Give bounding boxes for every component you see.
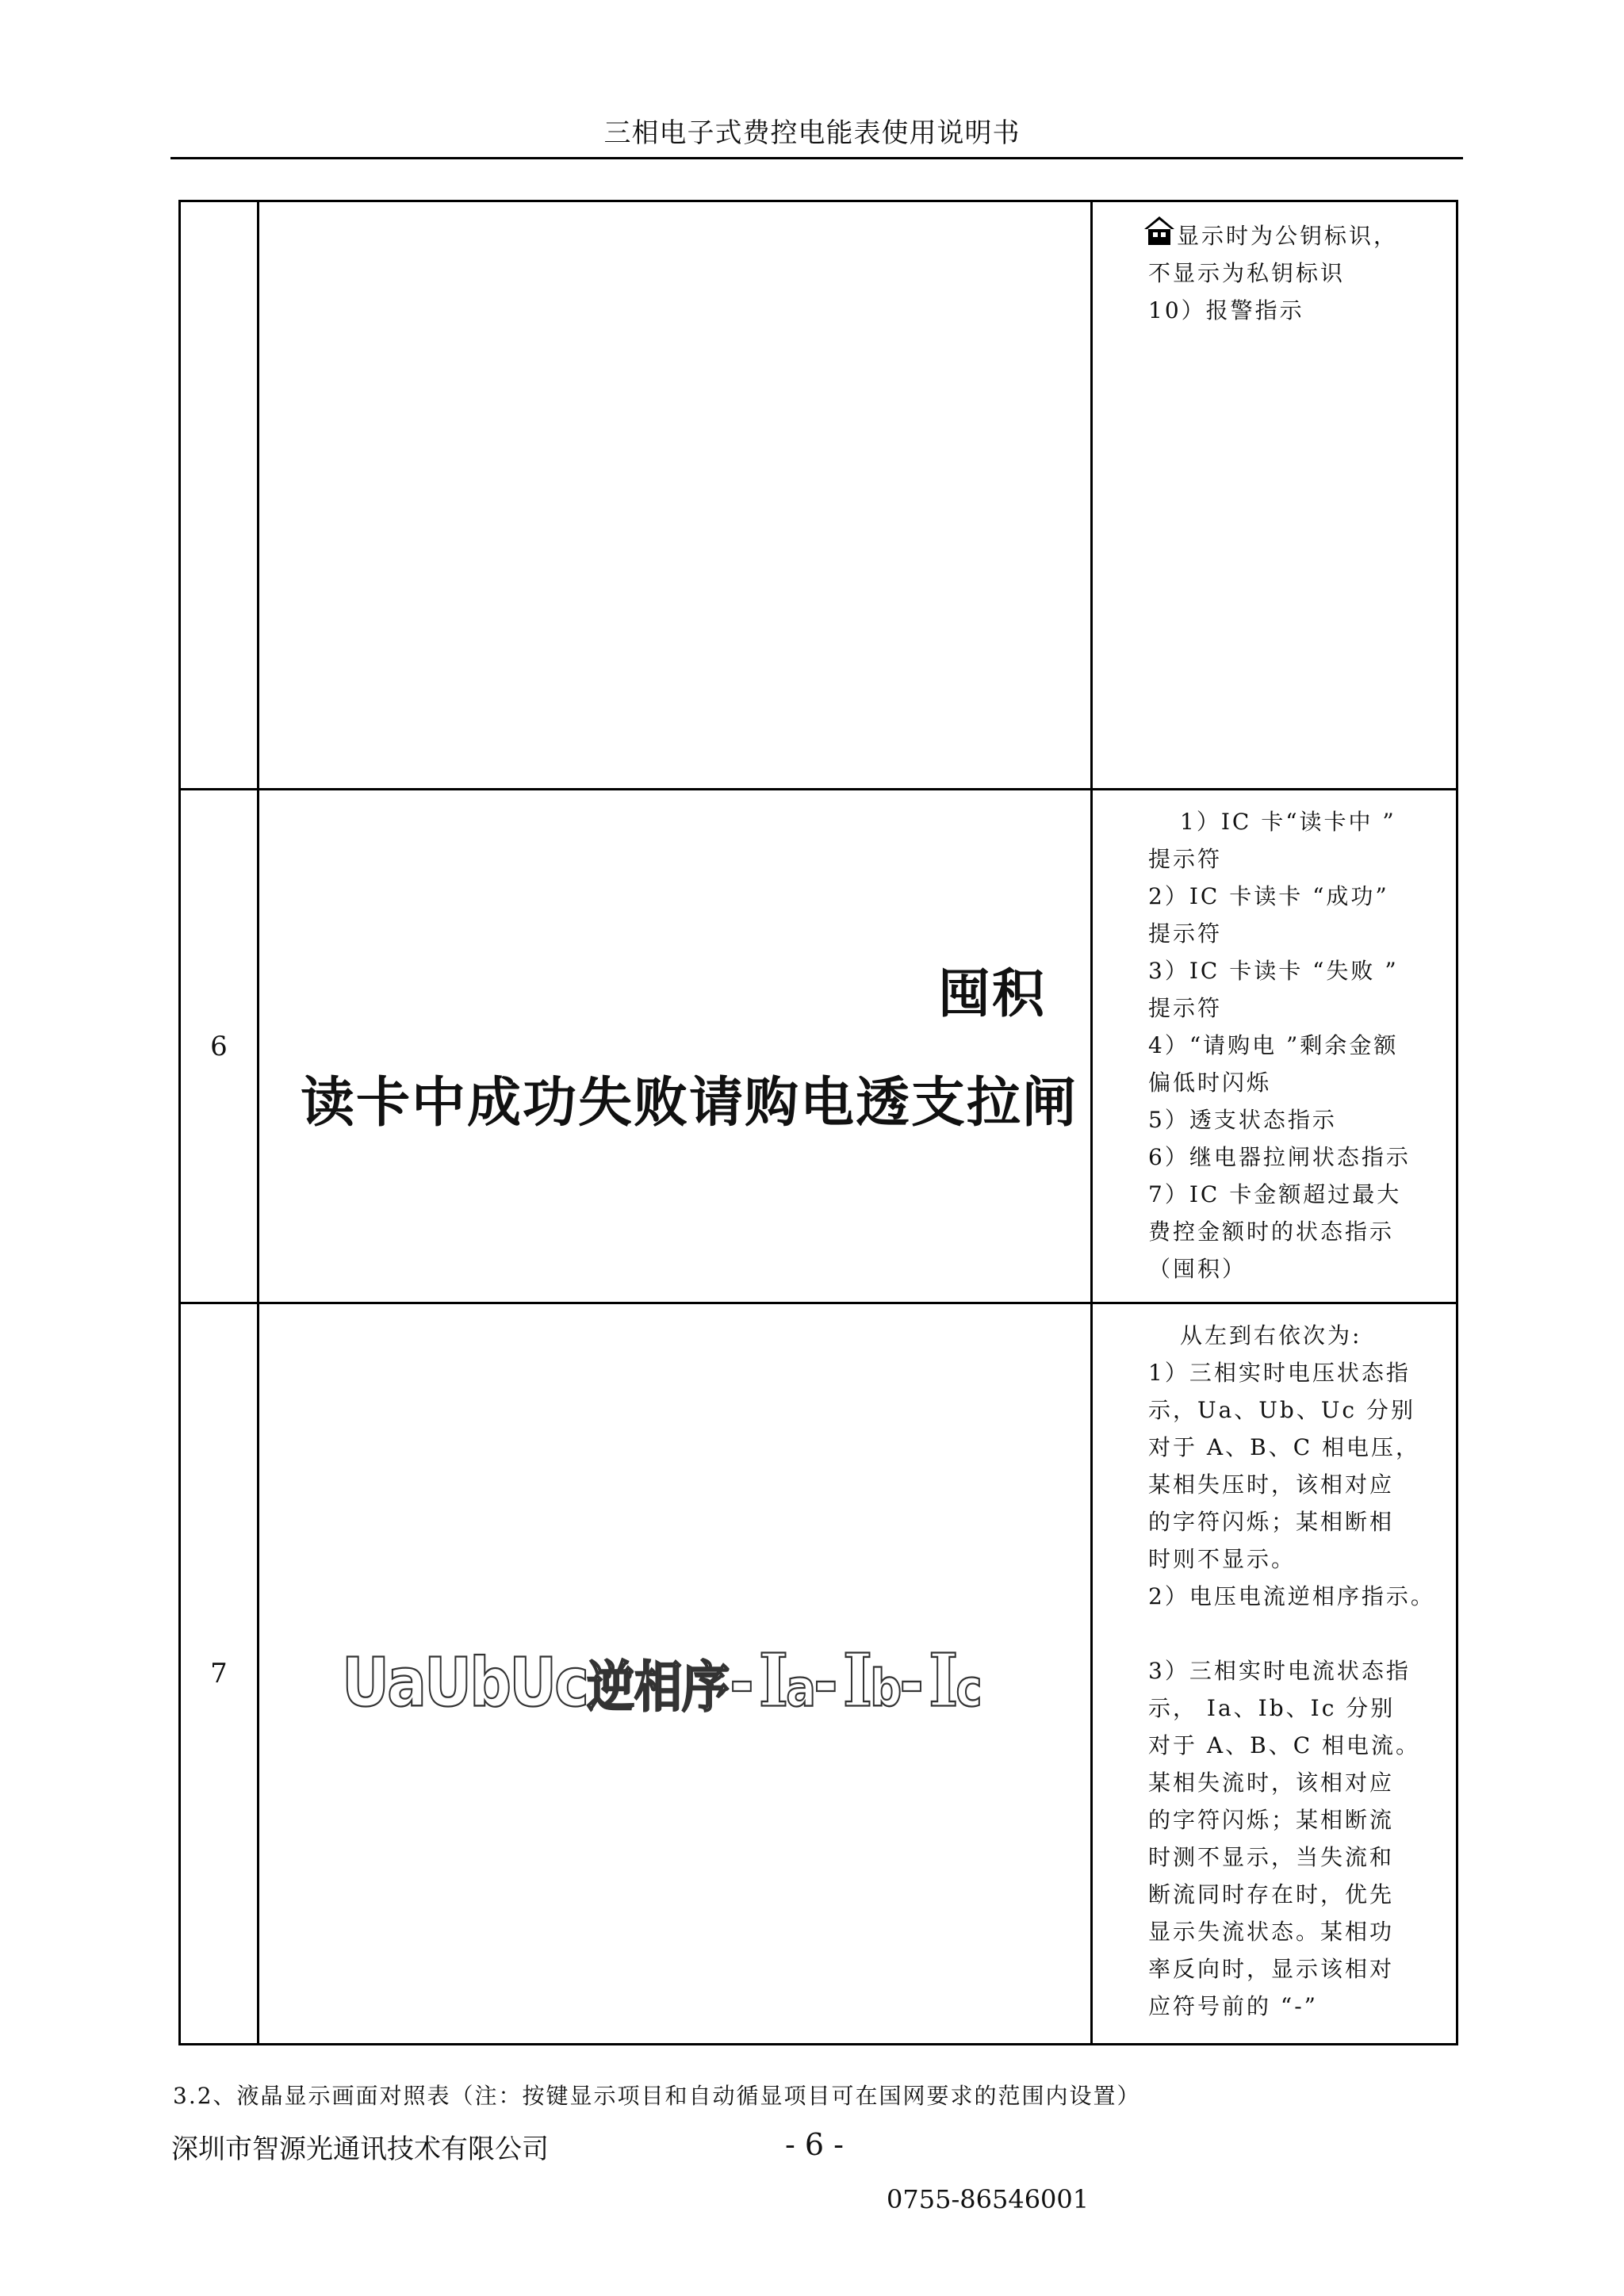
desc-line: 偏低时闪烁 (1148, 1070, 1272, 1096)
table-row (180, 1303, 1457, 2045)
desc-line: 对于 A、B、C 相电压， (1148, 1434, 1421, 1460)
desc-line: 3）IC 卡读卡 “失败 ” (1148, 958, 1399, 984)
row-number: 6 (180, 790, 259, 1303)
desc-line: 的字符闪烁；某相断相 (1148, 1509, 1395, 1535)
lcd-ib-i: I (842, 1637, 871, 1724)
lcd-reverse-sequence: 逆相序 (587, 1655, 730, 1720)
desc-line: 时测不显示，当失流和 (1148, 1844, 1395, 1870)
lcd-minus-b: - (814, 1644, 843, 1722)
desc-line: 率反向时，显示该相对 (1148, 1956, 1395, 1982)
desc-line: 6）继电器拉闸状态指示 (1148, 1144, 1411, 1170)
lcd-ub: Ub (424, 1644, 510, 1722)
lcd-ua: Ua (342, 1644, 425, 1722)
desc-line (1148, 215, 1445, 254)
footer-phone: 0755-86546001 (887, 2184, 1090, 2214)
desc-line: 不显示为私钥标识 (1148, 260, 1346, 286)
row-number (180, 201, 259, 790)
desc-line: 1）三相实时电压状态指 (1148, 1360, 1411, 1386)
desc-line: 1）IC 卡“读卡中 ” (1180, 809, 1396, 835)
lcd-display-cell (259, 790, 1092, 1303)
desc-line: 3）三相实时电流状态指 (1148, 1658, 1411, 1684)
description-cell (1092, 790, 1457, 1303)
lcd-phase-indicators (342, 1637, 980, 1723)
desc-line: 显示失流状态。某相功 (1148, 1919, 1395, 1945)
lcd-hoard-indicator: 囤积 (938, 963, 1046, 1024)
header-title: 三相电子式费控电能表使用说明书 (603, 117, 1021, 149)
desc-line: 从左到右依次为: (1180, 1322, 1362, 1349)
desc-line: 费控金额时的状态指示 (1148, 1219, 1395, 1245)
table-row (180, 201, 1457, 790)
footer-company: 深圳市智源光通讯技术有限公司 (171, 2133, 549, 2165)
lcd-display-cell (259, 1303, 1092, 2045)
desc-line: 提示符 (1148, 920, 1223, 947)
header-rule (170, 157, 1463, 159)
lcd-ia-sub: a (786, 1659, 814, 1719)
desc-text: 显示时为公钥标识， (1177, 223, 1399, 249)
lcd-ic-i: I (928, 1637, 956, 1724)
house-icon (1143, 215, 1175, 247)
desc-line: 7）IC 卡金额超过最大 (1148, 1181, 1402, 1207)
lcd-ic-sub: c (956, 1659, 980, 1719)
lcd-minus-c: - (899, 1644, 929, 1722)
lcd-reference-table (178, 200, 1458, 2045)
desc-line: 某相失流时，该相对应 (1148, 1770, 1395, 1796)
description-cell (1092, 201, 1457, 790)
desc-line: 提示符 (1148, 846, 1223, 872)
description-cell (1092, 1303, 1457, 2045)
lcd-display-cell (259, 201, 1092, 790)
desc-line: 2）IC 卡读卡 “成功” (1148, 883, 1389, 909)
desc-line: 示， Ia、Ib、Ic 分别 (1148, 1695, 1396, 1721)
desc-line: 某相失压时，该相对应 (1148, 1471, 1395, 1498)
desc-line: 10）报警指示 (1148, 297, 1304, 323)
lcd-ib-sub: b (870, 1659, 900, 1719)
desc-line: 断流同时存在时，优先 (1148, 1881, 1395, 1908)
desc-line: 时则不显示。 (1148, 1546, 1297, 1572)
desc-line: 5）透支状态指示 (1148, 1107, 1337, 1133)
desc-line: 对于 A、B、C 相电流。 (1148, 1732, 1421, 1758)
desc-line: （囤积） (1148, 1256, 1247, 1282)
desc-line: 应符号前的 “-” (1148, 1993, 1318, 2019)
desc-line: 4）“请购电 ”剩余金额 (1148, 1032, 1399, 1058)
desc-line (1148, 1615, 1445, 1652)
desc-line: 的字符闪烁；某相断流 (1148, 1807, 1395, 1833)
page-number: - 6 - (785, 2127, 845, 2162)
desc-line: 提示符 (1148, 995, 1223, 1021)
lcd-uc: Uc (509, 1644, 588, 1722)
table-caption: 3.2、液晶显示画面对照表（注：按键显示项目和自动循显项目可在国网要求的范围内设置） (173, 2083, 1141, 2109)
row-number: 7 (180, 1303, 259, 2045)
lcd-minus-a: - (730, 1644, 759, 1722)
lcd-card-status-indicators: 读卡中成功失败请购电透支拉闸 (301, 1072, 1078, 1135)
lcd-ia-i: I (758, 1637, 787, 1724)
table-row (180, 790, 1457, 1303)
desc-line: 2）电压电流逆相序指示。 (1148, 1583, 1435, 1609)
desc-line: 示，Ua、Ub、Uc 分别 (1148, 1397, 1415, 1423)
